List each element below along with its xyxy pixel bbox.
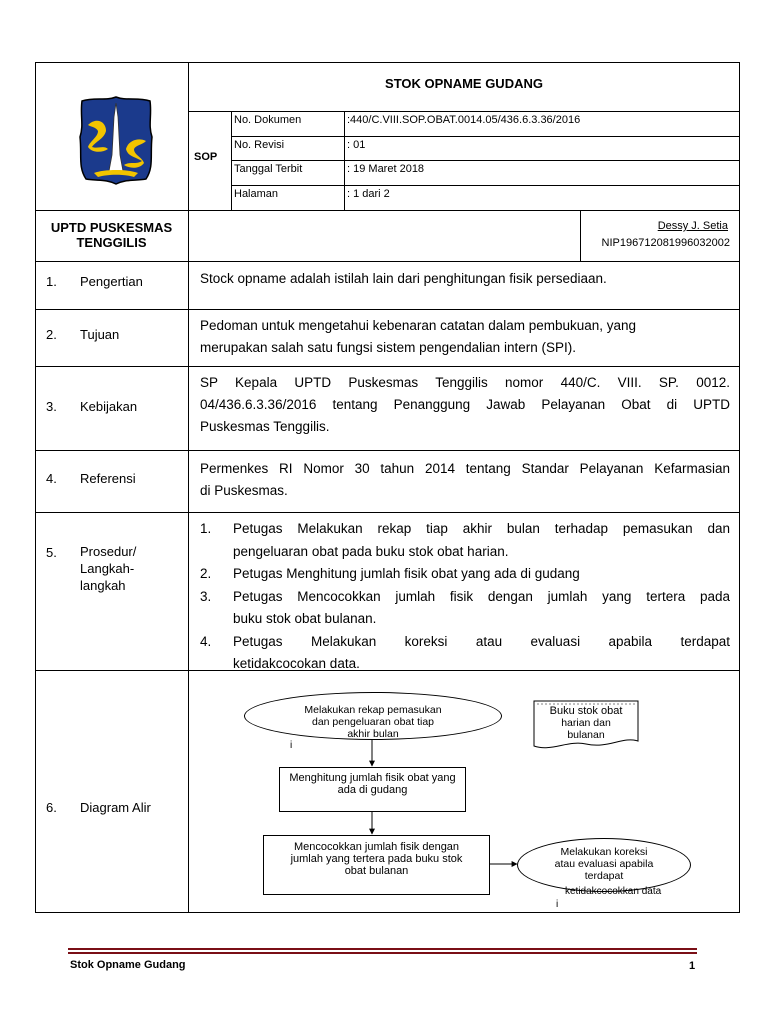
text-line: ada di gudang [337,784,408,796]
section-label-pengertian: Pengertian [80,274,143,289]
field-label-tanggal-terbit: Tanggal Terbit [234,163,303,175]
text-line: Pedoman untuk mengetahui kebenaran catatan dalam pembukuan, yang [200,318,637,333]
field-row-line [231,160,740,161]
field-row-line [231,185,740,186]
procedure-step [200,518,730,563]
title-underline [188,111,740,112]
field-label-no-dokumen: No. Dokumen [234,114,302,126]
row-line [35,512,740,513]
text-line: obat bulanan [344,865,409,877]
text-line: Mencocokkan jumlah fisik dengan [293,841,460,853]
section-label-prosedur [80,543,136,594]
section-text-referensi [200,458,730,502]
text-line: Melakukan koreksi [560,846,648,858]
text-line: jumlah yang tertera pada buku stok [290,853,463,865]
field-value-no-dokumen: :440/C.VIII.SOP.OBAT.0014.05/436.6.3.36/2016 [347,114,581,126]
row-line [35,366,740,367]
flow-text-menghitung [279,772,466,796]
text-line: Petugas Melakukan rekap tiap akhir bulan terhadap pemasukan dan [233,521,730,536]
procedure-step [200,563,730,586]
flow-text-mencocokkan [263,841,490,877]
signature-divider [580,210,581,261]
section-number: 4. [46,471,57,486]
sop-label: SOP [194,151,218,163]
step-number: 4. [200,633,212,649]
flow-text-rekap [264,704,482,740]
section-number: 3. [46,399,57,414]
section-label-referensi: Referensi [80,471,136,486]
table-border-bottom [35,912,740,913]
text-line: buku stok obat bulanan. [233,611,377,626]
procedure-step [200,631,730,669]
section-label-tujuan: Tujuan [80,327,120,342]
footer-title: Stok Opname Gudang [70,959,186,971]
label-line: Langkah- [80,561,135,576]
text-line: terdapat [584,870,624,882]
label-line: langkah [80,578,126,593]
text-line: ketidakcocokan data. [233,656,360,668]
section-text-kebijakan [200,372,730,438]
label-line: Prosedur/ [80,544,137,559]
org-row-bottom [35,261,740,262]
text-line: SP Kepala UPTD Puskesmas Tenggilis nomor 440/C. VIII. SP. 0012. [200,375,730,390]
flow-mark: i [556,899,559,910]
step-number: 2. [200,566,212,581]
text-line: bulanan [567,729,605,741]
section-number: 6. [46,800,57,815]
flow-mark: i [290,740,293,751]
step-number: 3. [200,588,212,604]
text-line: Petugas Menghitung jumlah fisik obat yang ada di gudang [233,566,580,581]
table-border-top [35,62,740,63]
section-label-diagram-alir: Diagram Alir [80,800,151,815]
field-value-no-revisi: : 01 [347,139,366,151]
text-line: merupakan salah satu fungsi sistem pengendalian intern (SPI). [200,340,576,355]
org-name-line2: TENGGILIS [76,235,147,250]
row-line [35,450,740,451]
document-title: STOK OPNAME GUDANG [385,76,543,91]
section-number: 2. [46,327,57,342]
text-line: Permenkes RI Nomor 30 tahun 2014 tentang Standar Pelayanan Kefarmasian [200,461,730,476]
text-line: pengeluaran obat pada buku stok obat harian. [233,543,509,559]
text-line: dan pengeluaran obat tiap [311,716,435,728]
signer-name: Dessy J. Setia [657,220,728,232]
procedure-step [200,586,730,631]
field-value-halaman: : 1 dari 2 [347,188,390,200]
procedure-list [200,518,730,668]
org-name-line1: UPTD PUSKESMAS [50,220,173,235]
section-number: 1. [46,274,57,289]
flow-text-ketidakcocokkan: ketidakcocokkan data [565,886,662,897]
text-line: akhir bulan [347,728,399,740]
section-text-tujuan [200,315,730,359]
section-label-kebijakan: Kebijakan [80,399,138,414]
text-line: atau evaluasi apabila [554,858,654,870]
text-line: harian dan [561,717,611,729]
field-row-line [231,136,740,137]
signer-nip: NIP196712081996032002 [601,237,730,249]
table-border-left [35,62,36,913]
footer-rule [68,948,697,950]
text-line: Petugas Melakukan koreksi atau evaluasi apabila terdapat [233,633,730,649]
text-line: Buku stok obat [549,705,623,717]
text-line: Petugas Mencocokkan jumlah fisik dengan jumlah yang tertera pada [233,588,730,604]
row-line [35,309,740,310]
text-line: Melakukan rekap pemasukan [304,704,442,716]
header-bottom-line [35,210,740,211]
text-line: Puskesmas Tenggilis. [200,419,330,434]
flow-text-buku-stok [536,705,636,741]
flow-text-koreksi [517,846,691,882]
field-label-halaman: Halaman [234,188,279,200]
text-line: Menghitung jumlah fisik obat yang [289,772,456,784]
section-number: 5. [46,545,57,560]
text-line: di Puskesmas. [200,483,288,498]
field-label-no-revisi: No. Revisi [234,139,285,151]
step-number: 1. [200,521,212,536]
section-text-pengertian: Stock opname adalah istilah lain dari penghitungan fisik persediaan. [200,271,607,286]
footer-rule [68,952,697,954]
text-line: 04/436.6.3.36/2016 tentang Penanggung Jawab Pelayanan Obat di UPTD [200,397,730,412]
field-value-tanggal-terbit: : 19 Maret 2018 [347,163,425,175]
surabaya-crest-logo [76,95,156,185]
footer-page-number: 1 [689,960,696,972]
